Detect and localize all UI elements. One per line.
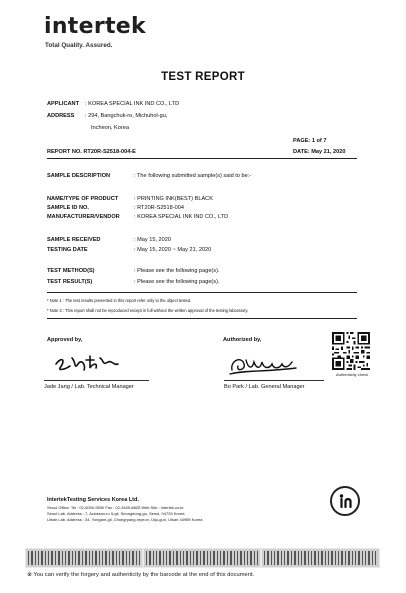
test-method-label: TEST METHOD(S)	[47, 268, 95, 274]
authorizer-name: Bo Park / Lab. General Manager	[224, 384, 305, 390]
test-result-value: : Please see the following page(s).	[134, 279, 220, 285]
product-name-label: NAME/TYPE OF PRODUCT	[47, 196, 119, 202]
seoul-lab-address: Seoul Lab. Address : 7, Achasan-ro 5-gil, Seongdong-gu, Seoul, 04793 Korea	[47, 511, 185, 516]
testing-date-value: : May 15, 2020 ~ May 21, 2020	[134, 247, 212, 253]
divider-middle	[47, 292, 357, 293]
applicant-label: APPLICANT	[47, 101, 80, 107]
divider-notes	[47, 318, 357, 319]
approved-by-label: Approved by,	[47, 337, 83, 343]
report-number: REPORT NO. RT20R-S2518-004-E	[47, 149, 136, 155]
sample-id-label: SAMPLE ID NO.	[47, 205, 89, 211]
manufacturer-label: MANUFACTURER/VENDOR	[47, 214, 120, 220]
authorizer-signature	[226, 352, 300, 378]
sample-received-value: : May 15, 2020	[134, 237, 172, 243]
authorized-by-label: Authorized by,	[223, 337, 262, 343]
approver-signature	[52, 352, 122, 378]
address-line-1: : 294, Bangchuk-ro, Michuhol-gu,	[85, 113, 168, 119]
intertek-logo: intertek	[44, 14, 146, 39]
sample-description-label: SAMPLE DESCRIPTION	[47, 173, 111, 179]
address-line-2: Incheon, Korea	[91, 125, 129, 131]
authorizer-signature-line	[224, 380, 324, 381]
verification-barcode[interactable]	[25, 548, 380, 568]
intertek-seal-icon	[330, 486, 360, 516]
testing-date-label: TESTING DATE	[47, 247, 88, 253]
ulsan-lab-address: Ulsan Lab. Address : 34, Yongam-gil, Chongryang-myeon, Ulju-gun, Ulsan 44989 Korea	[47, 517, 203, 522]
sample-received-label: SAMPLE RECEIVED	[47, 237, 101, 243]
divider-top	[47, 158, 357, 159]
applicant-value: : KOREA SPECIAL INK IND CO., LTD	[85, 101, 180, 107]
sample-id-value: : RT20R-S2518-004	[134, 205, 184, 211]
approver-name: Jade Jang / Lab. Technical Manager	[44, 384, 134, 390]
test-method-value: : Please see the following page(s).	[134, 268, 220, 274]
verification-footer-note: ※ You can verify the forgery and authenticity by the barcode at the end of this document.	[27, 572, 255, 578]
company-name: IntertekTesting Services Korea Ltd.	[47, 497, 139, 503]
manufacturer-value: : KOREA SPECIAL INK IND CO., LTD	[134, 214, 229, 220]
authenticity-check-label: Authenticity check	[336, 372, 369, 377]
sample-description-value: : The following submitted sample(s) said to be:-	[134, 173, 252, 179]
approver-signature-line	[44, 380, 149, 381]
page-number: PAGE: 1 of 7	[293, 138, 327, 144]
note-1: * Note 1 : The test results presented in this report refer only to the object tested.	[47, 298, 192, 303]
authenticity-qr-code[interactable]	[332, 332, 370, 370]
logo-tagline: Total Quality. Assured.	[45, 42, 113, 49]
product-name-value: : PRINTING INK(BEST) BLACK	[134, 196, 213, 202]
seoul-office-info: Seoul Office: Tel : 02-6090-9550 Fax : 02-3409-8825 Web Site : intertek.co.kr	[47, 505, 184, 510]
test-result-label: TEST RESULT(S)	[47, 279, 93, 285]
address-label: ADDRESS	[47, 113, 75, 119]
note-2: * Note 2 : This report shall not be reproduced except in full without the written approval of the testing laboratory.	[47, 308, 249, 313]
page-title: TEST REPORT	[161, 71, 245, 83]
report-date: DATE: May 21, 2020	[293, 149, 346, 155]
